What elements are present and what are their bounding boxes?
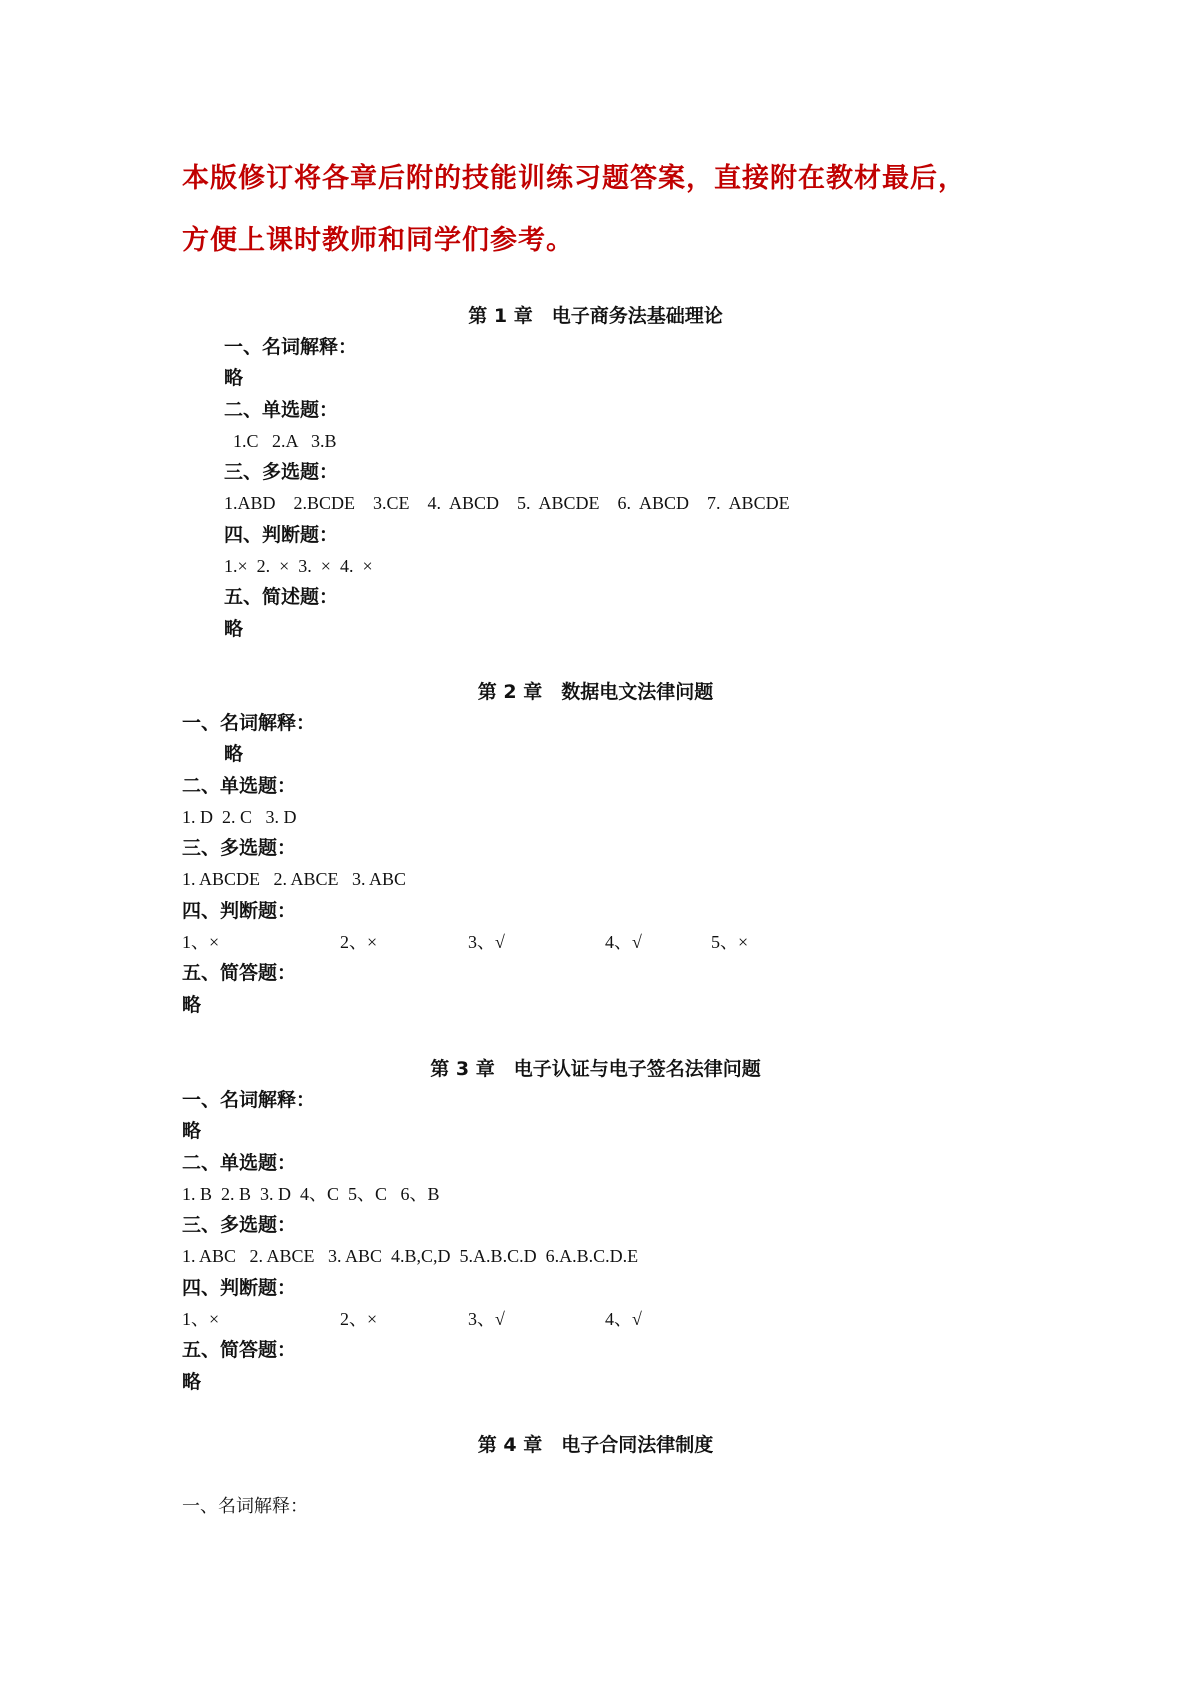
short-answer-answer: 略 [182,1370,202,1393]
true-false-answers [0,1304,1191,1335]
true-false-item: 4、√ [605,1309,642,1330]
true-false-answers [0,927,1191,958]
true-false-item: 4、√ [605,932,642,953]
section-terms-answer: 略 [224,367,244,390]
chapter-4 [0,1430,1191,1522]
section-true-false-label: 四、判断题： [182,899,297,922]
notice-line-2: 方便上课时教师和同学们参考。 [182,225,574,256]
multi-choice-answers: 1.ABD 2.BCDE 3.CE 4. ABCD 5. ABCDE 6. ABCD 7. ABCDE [224,493,790,514]
section-terms-label: 一、名词解释： [182,1496,308,1517]
chapter-title: 第 2 章 数据电文法律问题 [477,681,714,703]
spacer [0,1461,1191,1491]
chapter-title: 第 4 章 电子合同法律制度 [477,1434,714,1456]
true-false-item: 2、× [340,1309,378,1330]
multi-choice-answers: 1. ABC 2. ABCE 3. ABC 4.B,C,D 5.A.B.C.D 6.A.B.C.D.E [182,1246,639,1267]
section-short-answer-label: 五、简述题： [224,586,339,609]
section-short-answer-label: 五、简答题： [182,962,297,985]
true-false-item: 1、× [182,1309,220,1330]
true-false-item: 5、× [711,932,749,953]
section-multi-choice-label: 三、多选题： [182,1214,297,1237]
true-false-item: 2、× [340,932,378,953]
section-multi-choice-label: 三、多选题： [182,837,297,860]
section-terms-label: 一、名词解释： [182,1089,316,1111]
single-choice-answers: 1. B 2. B 3. D 4、C 5、C 6、B [182,1183,440,1204]
section-short-answer-label: 五、简答题： [182,1339,297,1362]
notice-line-1: 本版修订将各章后附的技能训练习题答案，直接附在教材最后， [182,163,966,194]
section-single-choice-label: 二、单选题： [182,774,297,797]
true-false-answers: 1.× 2. × 3. × 4. × [224,556,373,577]
single-choice-answers: 1. D 2. C 3. D [182,806,297,827]
chapter-title: 第 1 章 电子商务法基础理论 [468,305,723,327]
section-true-false-label: 四、判断题： [182,1276,297,1299]
single-choice-answers: 1.C 2.A 3.B [224,430,337,451]
true-false-item: 3、√ [468,1309,505,1330]
true-false-item: 1、× [182,932,220,953]
section-terms-label: 一、名词解释： [224,336,358,358]
chapter-2 [0,677,1191,1021]
revision-notice [182,148,1062,272]
chapter-3 [0,1054,1191,1398]
short-answer-answer: 略 [182,993,202,1016]
multi-choice-answers: 1. ABCDE 2. ABCE 3. ABC [182,869,407,890]
section-multi-choice-label: 三、多选题： [224,461,339,484]
short-answer-answer: 略 [224,617,244,640]
chapter-1 [0,301,1191,645]
section-single-choice-label: 二、单选题： [182,1151,297,1174]
section-single-choice-label: 二、单选题： [224,398,339,421]
section-terms-label: 一、名词解释： [182,712,316,734]
section-true-false-label: 四、判断题： [224,523,339,546]
chapter-title: 第 3 章 电子认证与电子签名法律问题 [430,1058,761,1080]
true-false-item: 3、√ [468,932,505,953]
section-terms-answer: 略 [224,743,244,766]
section-terms-answer: 略 [182,1120,202,1143]
